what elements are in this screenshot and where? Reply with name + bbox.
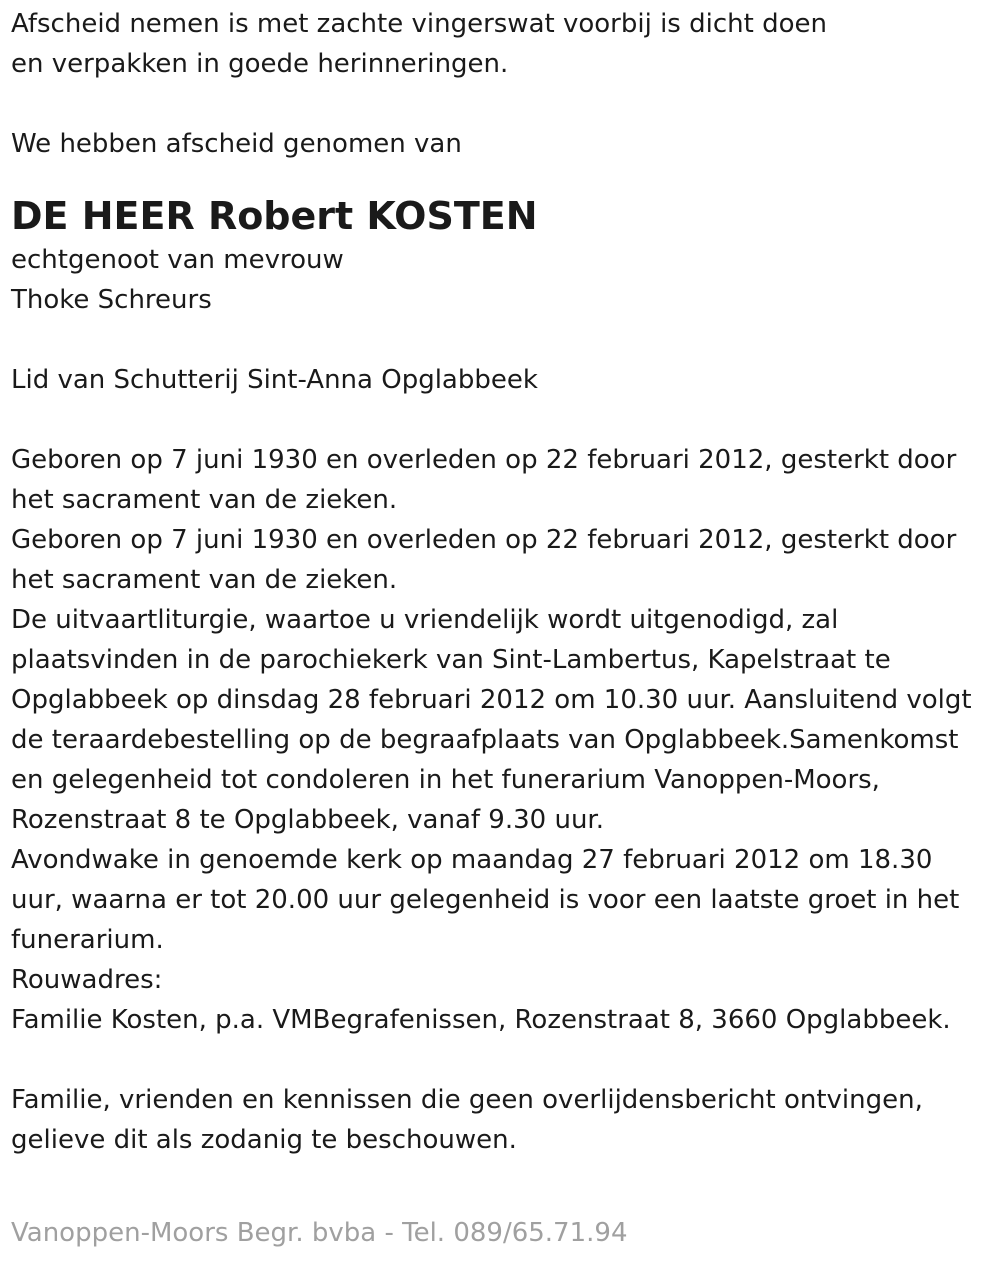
closing-line: gelieve dit als zodanig te beschouwen. bbox=[11, 1125, 517, 1155]
closing-note bbox=[11, 1080, 996, 1160]
mourning-address bbox=[11, 960, 996, 1040]
spouse-info bbox=[11, 240, 996, 320]
closing-line: Familie, vrienden en kennissen die geen overlijdensbericht ontvingen, bbox=[11, 1085, 923, 1115]
intro-poem bbox=[11, 4, 996, 84]
liturgy-line: de teraardebestelling op de begraafplaats van Opglabbeek.Samenkomst bbox=[11, 725, 959, 755]
birth-line: het sacrament van de zieken. bbox=[11, 565, 398, 595]
spouse-line: Thoke Schreurs bbox=[11, 285, 212, 315]
spacer bbox=[11, 84, 996, 124]
spacer bbox=[11, 400, 996, 440]
intro-line: Afscheid nemen is met zachte vingerswat voorbij is dicht doen bbox=[11, 9, 827, 39]
obituary-document bbox=[11, 4, 996, 1160]
wake-info bbox=[11, 840, 996, 960]
address-value: Familie Kosten, p.a. VMBegrafenissen, Rozenstraat 8, 3660 Opglabbeek. bbox=[11, 1005, 951, 1035]
liturgy-line: plaatsvinden in de parochiekerk van Sint-Lambertus, Kapelstraat te bbox=[11, 645, 891, 675]
deceased-name: DE HEER Robert KOSTEN bbox=[11, 194, 538, 238]
wake-line: Avondwake in genoemde kerk op maandag 27 februari 2012 om 18.30 bbox=[11, 845, 933, 875]
liturgy-line: Opglabbeek op dinsdag 28 februari 2012 om 10.30 uur. Aansluitend volgt bbox=[11, 685, 972, 715]
liturgy-line: Rozenstraat 8 te Opglabbeek, vanaf 9.30 uur. bbox=[11, 805, 604, 835]
birth-line: Geboren op 7 juni 1930 en overleden op 22 februari 2012, gesterkt door bbox=[11, 445, 957, 475]
liturgy-info bbox=[11, 600, 996, 840]
membership: Lid van Schutterij Sint-Anna Opglabbeek bbox=[11, 365, 538, 395]
spacer bbox=[11, 320, 996, 360]
birth-death-info-repeat bbox=[11, 520, 996, 600]
birth-death-info bbox=[11, 440, 996, 520]
spouse-line: echtgenoot van mevrouw bbox=[11, 245, 344, 275]
birth-line: Geboren op 7 juni 1930 en overleden op 22 februari 2012, gesterkt door bbox=[11, 525, 957, 555]
announcement: We hebben afscheid genomen van bbox=[11, 129, 462, 159]
spacer bbox=[11, 1040, 996, 1080]
birth-line: het sacrament van de zieken. bbox=[11, 485, 398, 515]
liturgy-line: en gelegenheid tot condoleren in het funerarium Vanoppen-Moors, bbox=[11, 765, 880, 795]
liturgy-line: De uitvaartliturgie, waartoe u vriendelijk wordt uitgenodigd, zal bbox=[11, 605, 839, 635]
spacer bbox=[11, 164, 996, 188]
funeral-home-footer: Vanoppen-Moors Begr. bvba - Tel. 089/65.71.94 bbox=[11, 1218, 628, 1248]
intro-line: en verpakken in goede herinneringen. bbox=[11, 49, 509, 79]
wake-line: funerarium. bbox=[11, 925, 164, 955]
address-label: Rouwadres: bbox=[11, 965, 163, 995]
wake-line: uur, waarna er tot 20.00 uur gelegenheid is voor een laatste groet in het bbox=[11, 885, 960, 915]
